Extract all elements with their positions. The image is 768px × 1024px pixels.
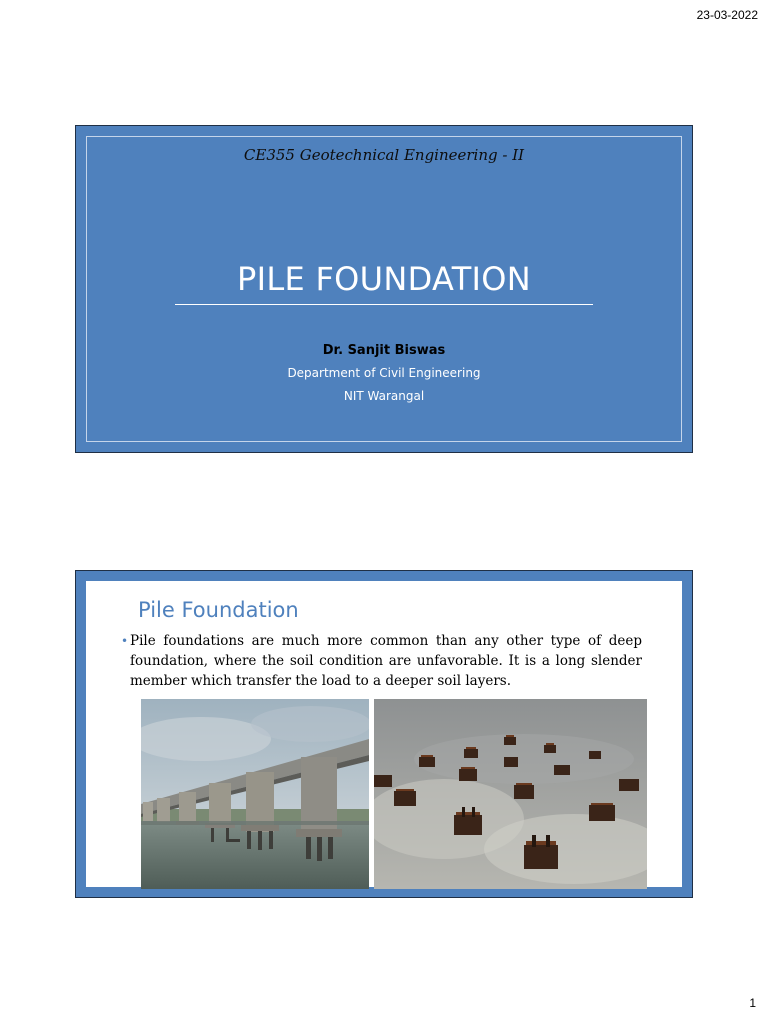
content-slide [75,570,693,898]
department-name: Department of Civil Engineering [287,366,481,380]
steel-piles-photo [374,699,647,889]
page-number: 1 [749,996,756,1010]
bullet-icon: • [121,634,129,648]
course-name: CE355 Geotechnical Engineering - II [243,146,525,164]
bullet-item [121,631,642,691]
title-underline [175,304,593,305]
title-slide [75,125,693,453]
bullet-text: Pile foundations are much more common than any other type of deep foundation, where the soil condition are unfavorable. It is a long slender member which transfer the load to a deeper soil layers. [130,633,642,689]
author-name: Dr. Sanjit Biswas [322,343,446,358]
content-slide-body [86,581,682,887]
presentation-title: PILE FOUNDATION [237,260,531,298]
slide-heading: Pile Foundation [138,598,299,622]
bridge-pile-photo [141,699,369,889]
institute-name: NIT Warangal [343,389,425,403]
page-date: 23-03-2022 [696,8,758,22]
